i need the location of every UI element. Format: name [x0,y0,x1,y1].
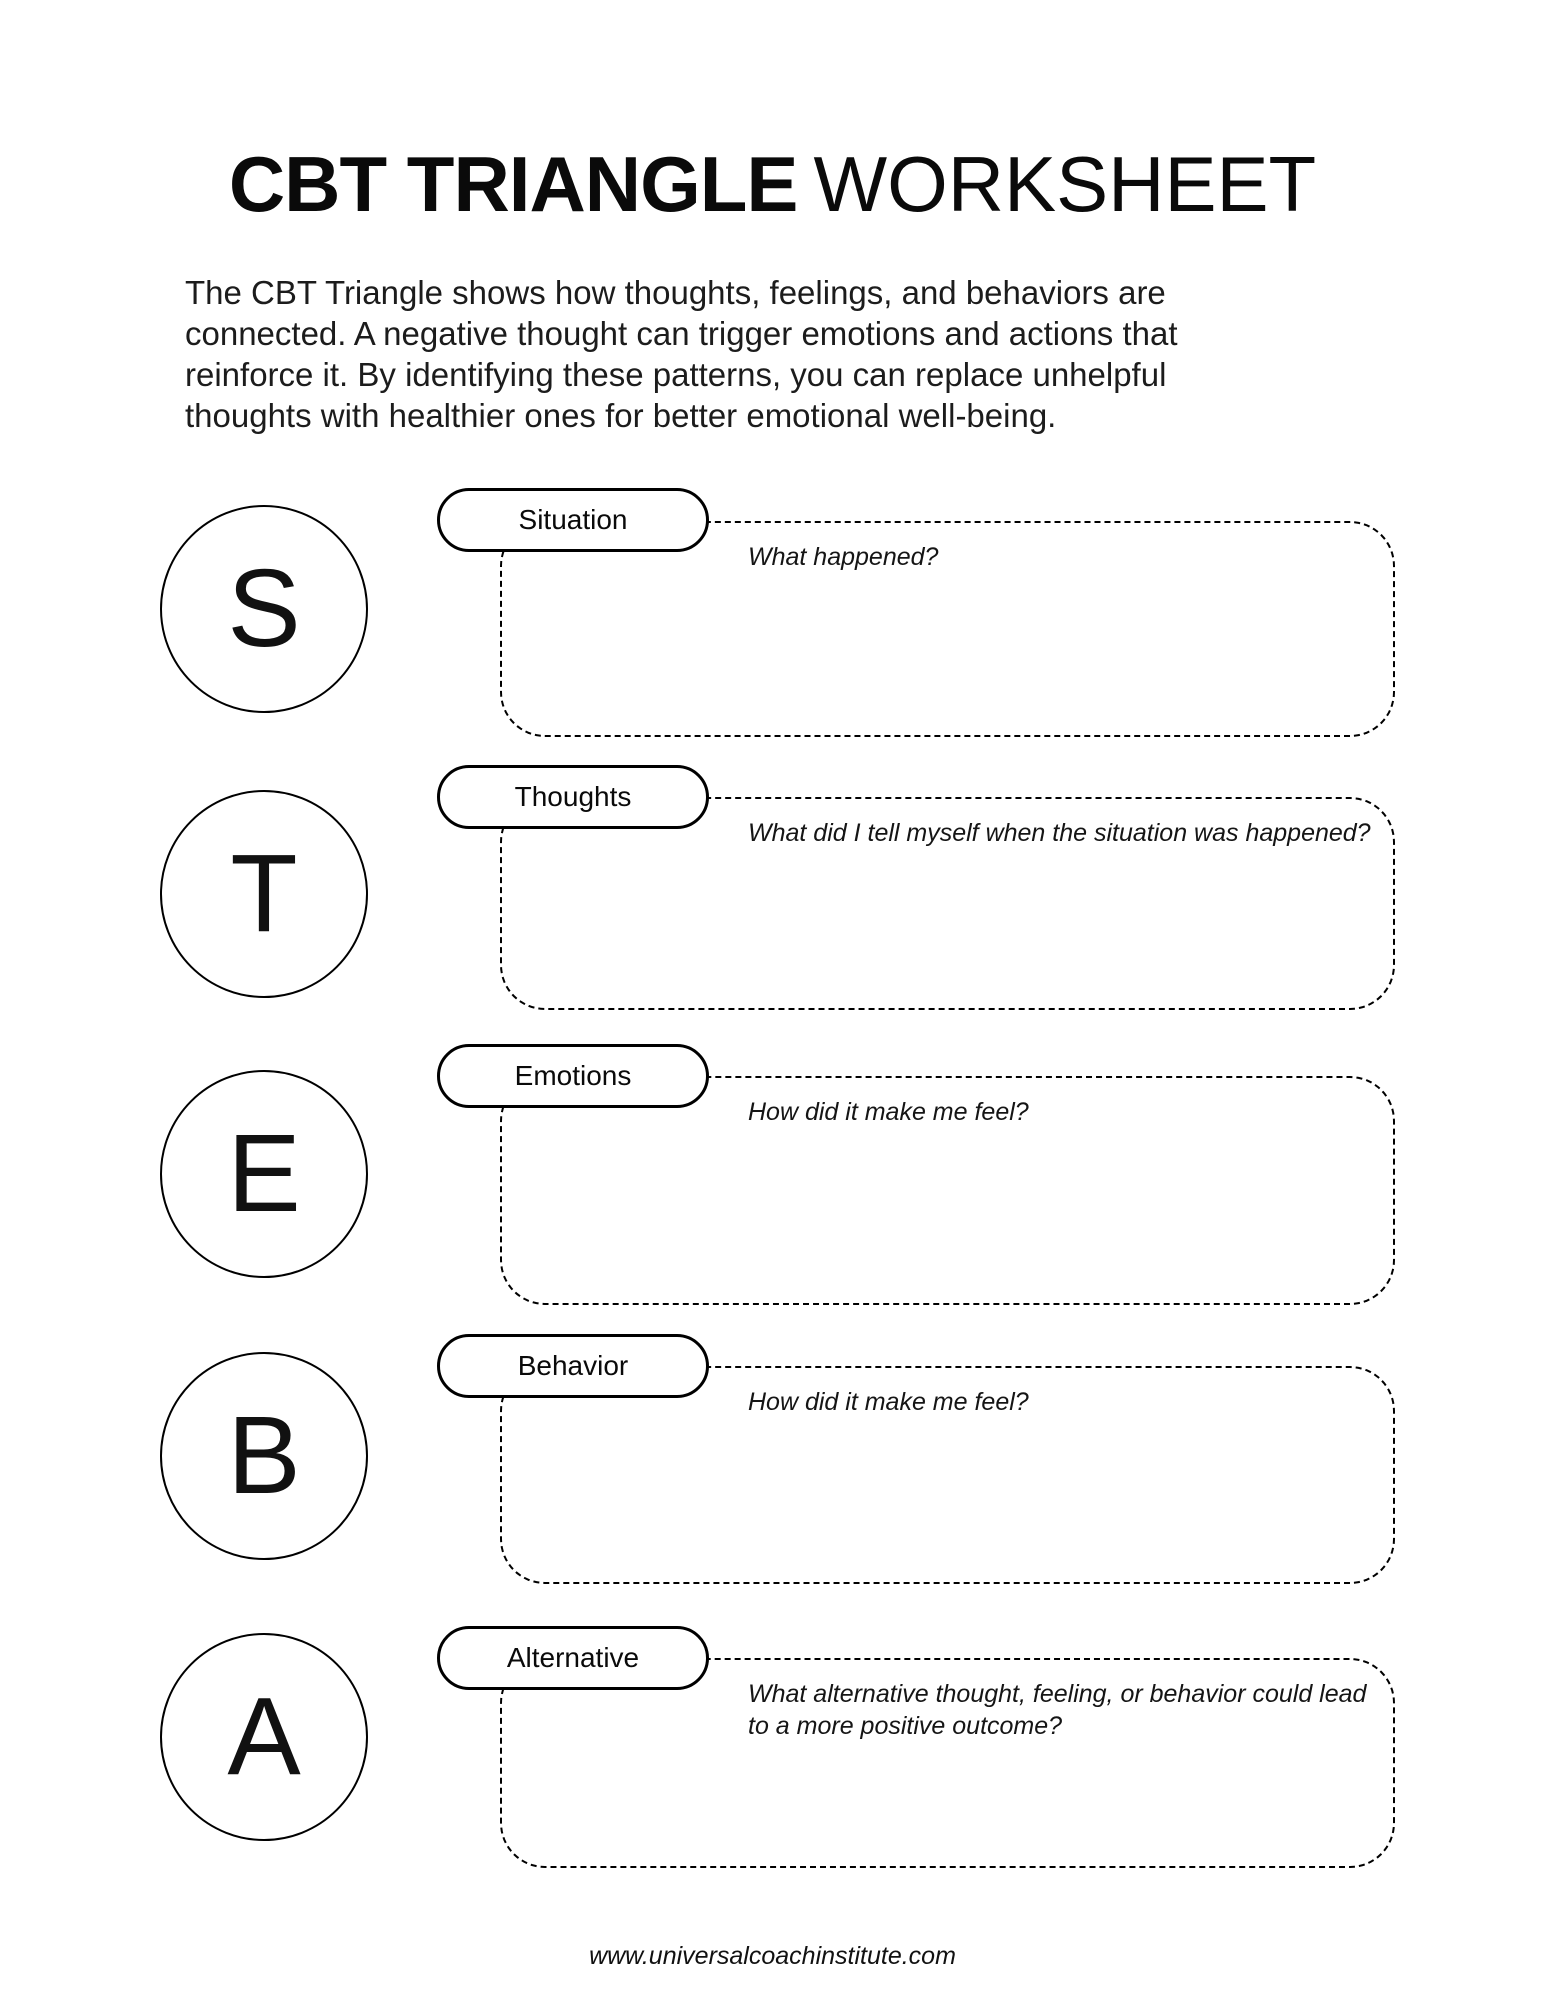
intro-paragraph [185,272,1425,436]
emotions-write-area[interactable] [500,1076,1395,1305]
alternative-letter: A [227,1675,301,1798]
behavior-label: Behavior [517,1350,629,1381]
situation-label-pill [437,488,709,552]
thoughts-letter-circle [160,790,368,998]
behavior-write-area[interactable] [500,1366,1395,1584]
page-title [0,142,1545,228]
situation-label: Situation [518,504,628,535]
emotions-prompt: How did it make me feel? [748,1098,1029,1126]
alternative-letter-circle [160,1633,368,1841]
behavior-letter-circle [160,1352,368,1560]
thoughts-letter: T [230,832,298,955]
title-bold-text: CBT TRIANGLE [228,140,798,228]
title-light-text: WORKSHEET [813,140,1317,228]
intro-line: reinforce it. By identifying these patterns, you can replace unhelpful [185,356,1167,393]
intro-line: The CBT Triangle shows how thoughts, feelings, and behaviors are [185,274,1166,311]
behavior-letter: B [227,1394,301,1517]
footer-url: www.universalcoachinstitute.com [589,1942,956,1970]
alternative-label: Alternative [506,1642,640,1673]
situation-letter: S [227,547,301,670]
situation-prompt: What happened? [748,543,939,571]
emotions-label: Emotions [514,1060,632,1091]
thoughts-label-pill [437,765,709,829]
emotions-letter: E [227,1112,301,1235]
intro-line: thoughts with healthier ones for better emotional well-being. [185,397,1057,434]
situation-write-area[interactable] [500,521,1395,737]
thoughts-label: Thoughts [514,781,632,812]
alternative-prompt: What alternative thought, feeling, or behavior could lead to a more positive outcome? [748,1680,1367,1740]
emotions-label-pill [437,1044,709,1108]
emotions-letter-circle [160,1070,368,1278]
intro-line: connected. A negative thought can trigger emotions and actions that [185,315,1178,352]
thoughts-prompt: What did I tell myself when the situation was happened? [748,819,1371,847]
behavior-prompt: How did it make me feel? [748,1388,1029,1416]
alternative-label-pill [437,1626,709,1690]
behavior-label-pill [437,1334,709,1398]
situation-letter-circle [160,505,368,713]
